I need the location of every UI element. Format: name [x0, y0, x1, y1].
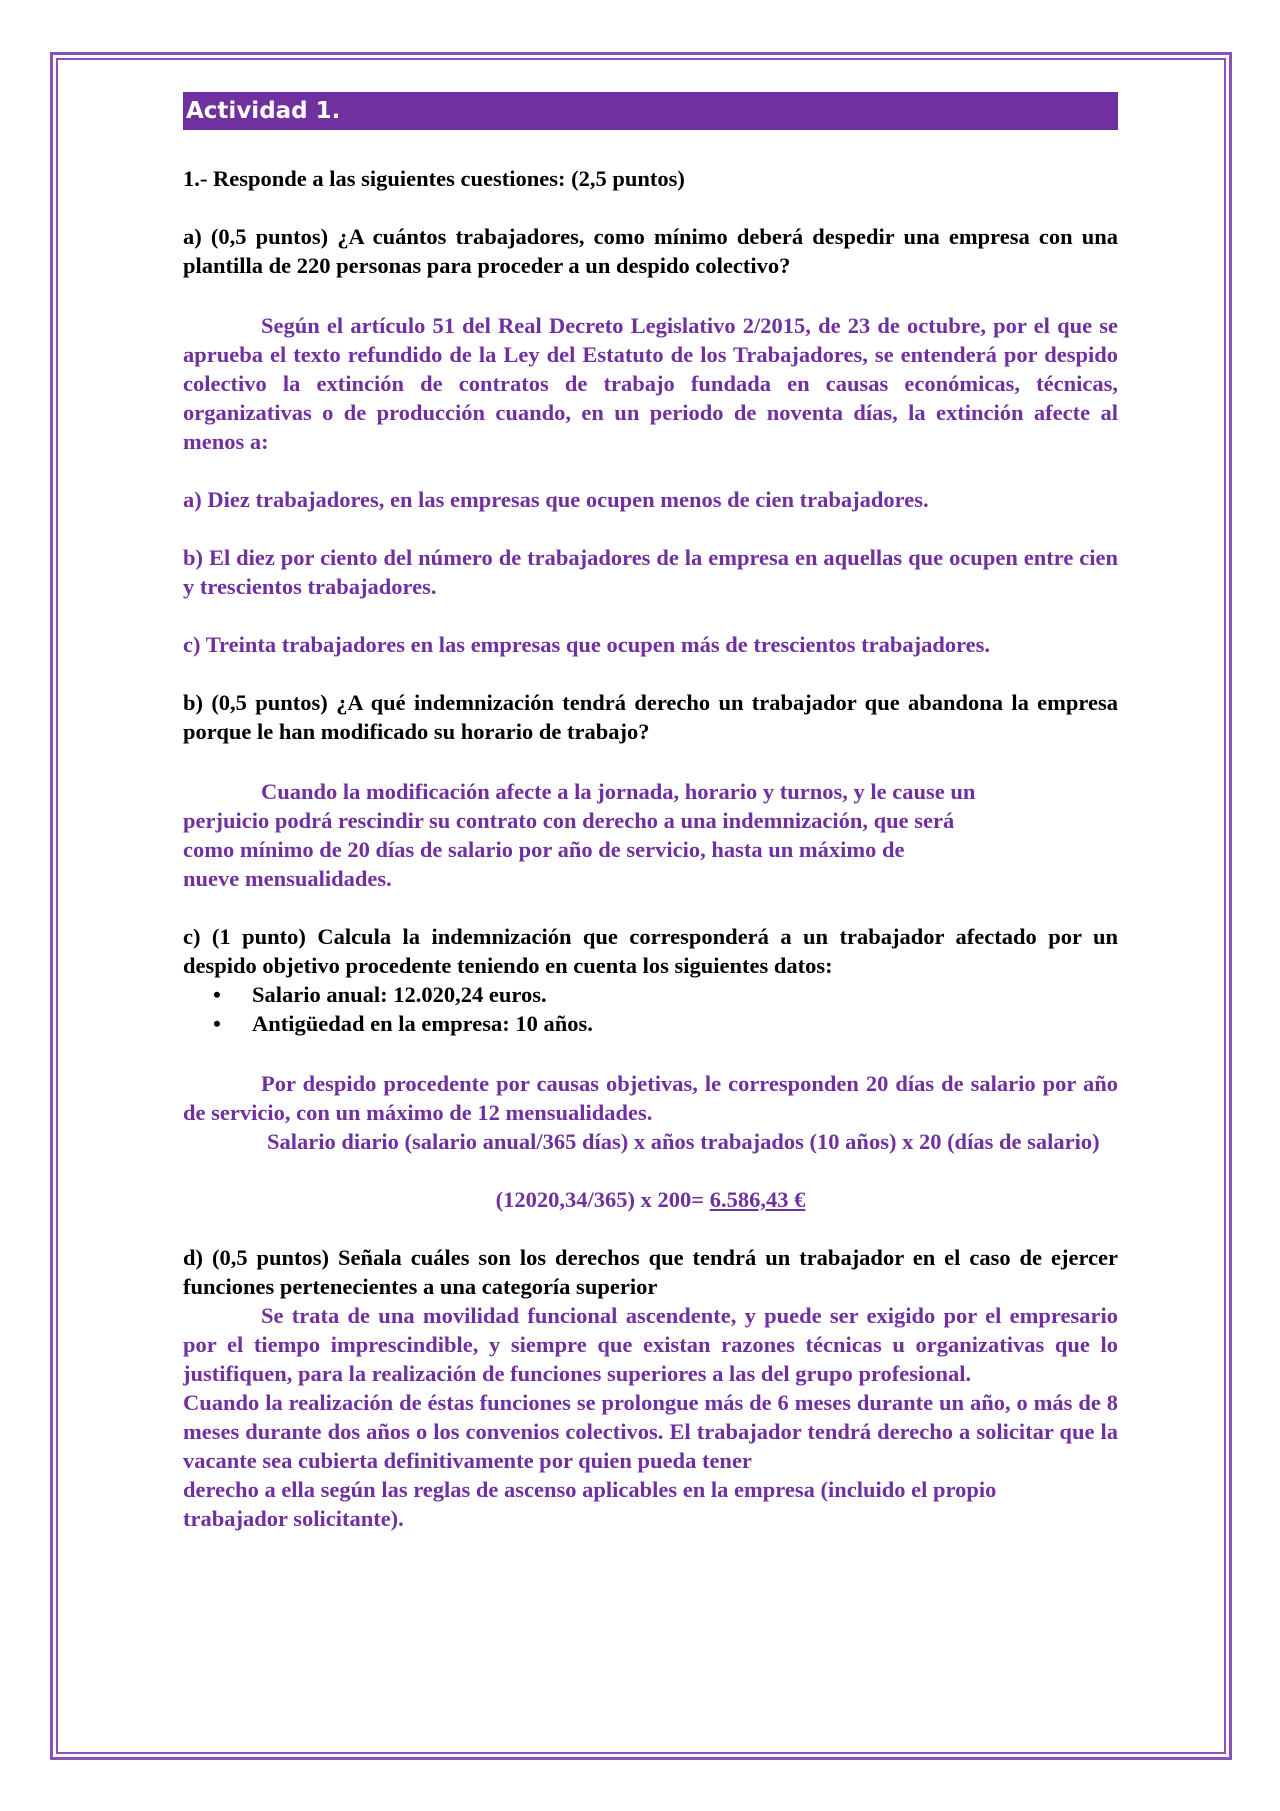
answer-b-line: perjuicio podrá rescindir su contrato con derecho a una indemnización, que será: [183, 808, 955, 833]
answer-a-option-3: c) Treinta trabajadores en las empresas que ocupen más de trescientos trabajadores.: [183, 632, 991, 657]
answer-d-1: Se trata de una movilidad funcional ascendente, y puede ser exigido por el empresario por el tiempo imprescindible, y siempre que existan razones técnicas u organizativas que lo justifiquen, para la realización de funciones superiores a las del grupo profesional.: [183, 1303, 1118, 1386]
activity-title-banner: Actividad 1.: [183, 92, 1118, 130]
question-a: a) (0,5 puntos) ¿A cuántos trabajadores, como mínimo deberá despedir una empresa con una plantilla de 220 personas para proceder a un despido colectivo?: [183, 224, 1118, 278]
answer-c-2: Salario diario (salario anual/365 días) x años trabajados (10 años) x 20 (días de salario): [267, 1129, 1100, 1154]
answer-d-2: [183, 1388, 1118, 1533]
answer-b-line: Cuando la modificación afecte a la jornada, horario y turnos, y le cause un: [261, 779, 976, 804]
question-d: d) (0,5 puntos) Señala cuáles son los derechos que tendrá un trabajador en el caso de ejercer funciones pertenecientes a una categoría superior: [183, 1245, 1118, 1299]
answer-d-line: Cuando la realización de éstas funciones se prolongue más de 6 meses durante un año, o más de 8 meses durante dos años o los convenios colectivos. El trabajador tendrá derecho a solicitar que la vacante sea cubierta definitivamente por quien pueda tener: [183, 1390, 1118, 1473]
answer-a-option-2: b) El diez por ciento del número de trabajadores de la empresa en aquellas que ocupen entre cien y trescientos trabajadores.: [183, 545, 1118, 599]
instructions: 1.- Responde a las siguientes cuestiones: (2,5 puntos): [183, 166, 685, 191]
question-c-data-list: [183, 980, 1118, 1038]
answer-b: [183, 777, 1118, 893]
question-b: b) (0,5 puntos) ¿A qué indemnización tendrá derecho un trabajador que abandona la empresa porque le han modificado su horario de trabajo?: [183, 690, 1118, 744]
document-body: [183, 92, 1118, 1533]
answer-d-line: derecho a ella según las reglas de ascenso aplicables en la empresa (incluido el propio: [183, 1477, 997, 1502]
answer-b-line: como mínimo de 20 días de salario por año de servicio, hasta un máximo de: [183, 837, 905, 862]
answer-a-intro: Según el artículo 51 del Real Decreto Legislativo 2/2015, de 23 de octubre, por el que se aprueba el texto refundido de la Ley del Estatuto de los Trabajadores, se entenderá por despido colectivo la extinción de contratos de trabajo fundada en causas económicas, técnicas, organizativas o de producción cuando, en un periodo de noventa días, la extinción afecte al menos a:: [183, 313, 1118, 454]
list-item: • Antigüedad en la empresa: 10 años.: [183, 1009, 1118, 1038]
formula-result: 6.586,43 €: [709, 1187, 806, 1212]
answer-c-formula: [183, 1185, 1118, 1214]
formula-expression: (12020,34/365) x 200=: [495, 1187, 710, 1212]
answer-a-option-1: a) Diez trabajadores, en las empresas que ocupen menos de cien trabajadores.: [183, 487, 929, 512]
answer-b-line: nueve mensualidades.: [183, 866, 392, 891]
question-c: c) (1 punto) Calcula la indemnización que corresponderá a un trabajador afectado por un despido objetivo procedente teniendo en cuenta los siguientes datos:: [183, 924, 1118, 978]
list-item: • Salario anual: 12.020,24 euros.: [183, 980, 1118, 1009]
answer-d-line: trabajador solicitante).: [183, 1506, 404, 1531]
answer-c-1: Por despido procedente por causas objetivas, le corresponden 20 días de salario por año de servicio, con un máximo de 12 mensualidades.: [183, 1071, 1118, 1125]
